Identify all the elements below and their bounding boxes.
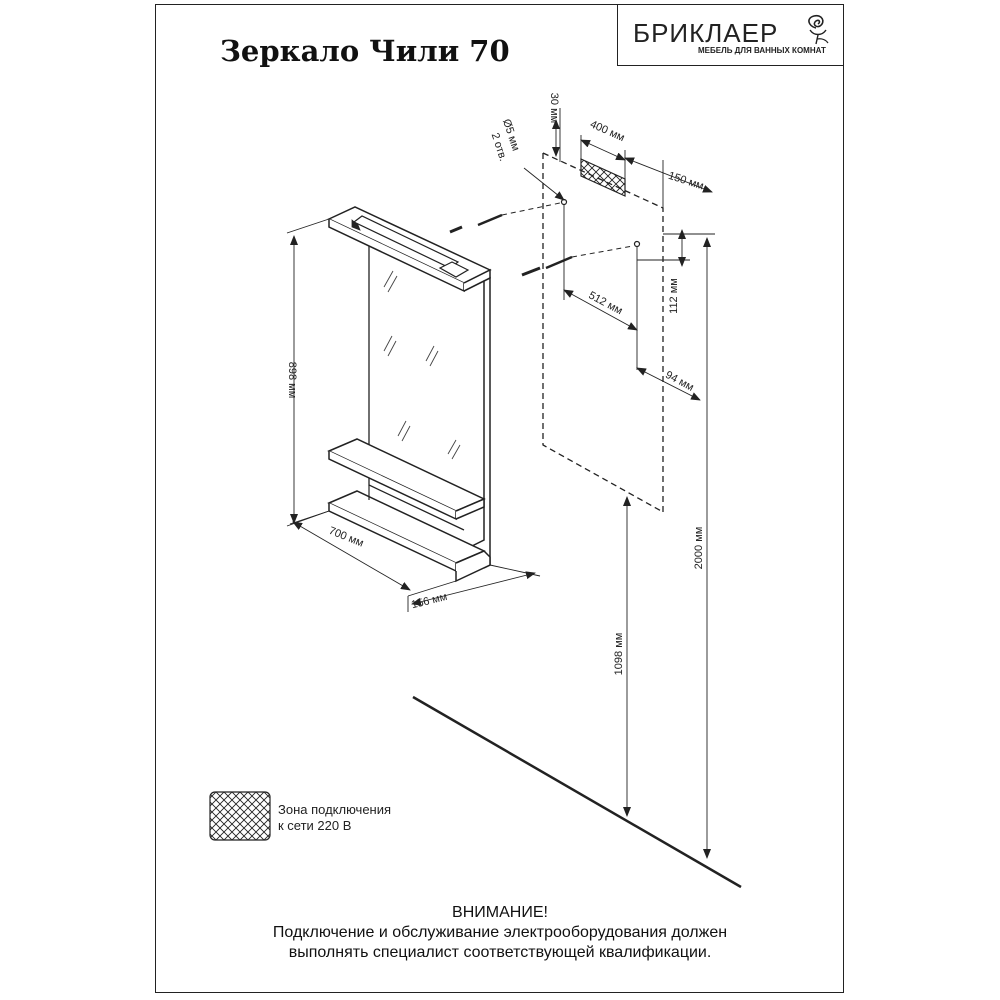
brand-tagline: МЕБЕЛЬ ДЛЯ ВАННЫХ КОМНАТ <box>698 46 826 55</box>
warning-notice <box>160 903 840 963</box>
legend-line-2: к сети 220 В <box>278 818 352 833</box>
extension-line <box>290 511 329 524</box>
mirror-glare <box>384 271 460 459</box>
page-title: Зеркало Чили 70 <box>220 34 510 68</box>
wall-outline <box>543 153 663 512</box>
connection-zone <box>581 159 625 196</box>
legend-label <box>278 802 391 834</box>
dim-label-zone-side: 150 мм <box>666 169 706 193</box>
dim-leader-hole <box>524 168 564 200</box>
extension-line <box>490 565 540 576</box>
dim-label-zone-top: 30 мм <box>548 92 560 124</box>
mounting-hole-left <box>562 200 567 205</box>
dim-label-top-height: 2000 мм <box>693 526 705 570</box>
dim-label-hole-drop: 112 мм <box>668 278 680 314</box>
dim-label-hole-distance: 512 мм <box>586 289 625 318</box>
dim-label-hole-diameter: Ø5 мм <box>500 117 522 153</box>
warning-line-2: выполнять специалист соответствующей квалификации. <box>288 944 712 961</box>
brand-name: БРИКЛАЕР <box>633 18 779 48</box>
dim-label-depth: 156 мм <box>410 590 449 612</box>
dim-label-zone-width: 400 мм <box>588 118 627 145</box>
dim-label-hole-count: 2 отв. <box>488 131 510 163</box>
dim-line-zone-width <box>581 140 625 160</box>
dim-label-width: 700 мм <box>326 524 366 550</box>
dim-label-height: 898 мм <box>286 361 298 399</box>
floor-line <box>413 697 741 887</box>
dim-label-bottom-height: 1098 мм <box>613 632 625 676</box>
warning-line-1: Подключение и обслуживание электрооборудования должен <box>272 924 728 941</box>
warning-heading: ВНИМАНИЕ! <box>452 904 548 921</box>
dim-label-hole-edge: 94 мм <box>663 368 696 394</box>
extension-line <box>287 219 329 233</box>
legend-line-1: Зона подключения <box>278 802 392 817</box>
mounting-hole-right <box>635 242 640 247</box>
mirror-cabinet <box>326 207 490 581</box>
legend-swatch <box>210 792 270 840</box>
